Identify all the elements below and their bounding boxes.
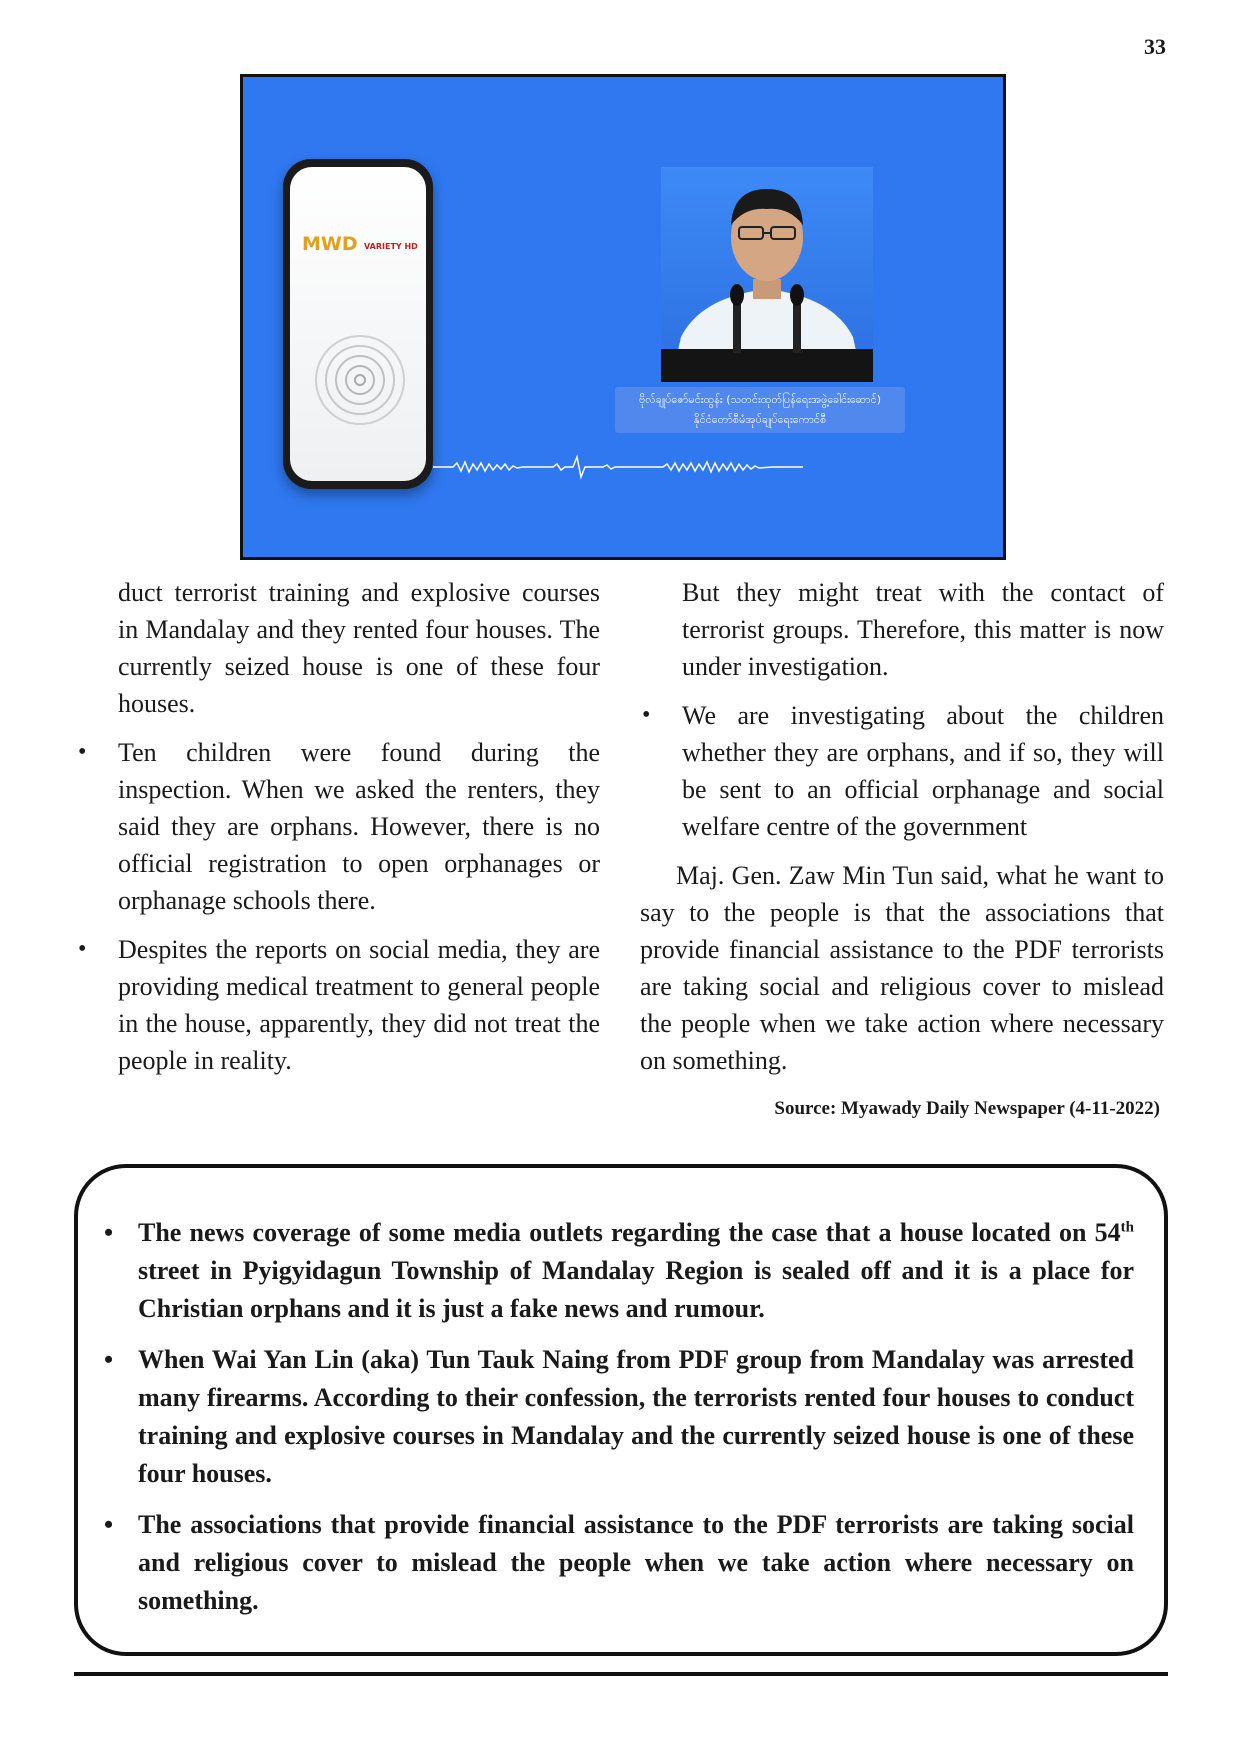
left-continued-paragraph: duct terrorist training and explosive courses in Mandalay and they rented four houses. The currently seized house is one of these four houses. bbox=[118, 578, 600, 718]
right-bullet-1: • We are investigating about the children whether they are orphans, and if so, they will be sent to an official orphanage and social welfare centre of the government bbox=[640, 697, 1164, 845]
summary-list bbox=[138, 1214, 1134, 1633]
bottom-rule bbox=[74, 1672, 1168, 1676]
right-column bbox=[640, 574, 1164, 1079]
summary-item-1-text-a: The news coverage of some media outlets regarding the case that a house located on 54 bbox=[138, 1218, 1121, 1247]
summary-item-1 bbox=[138, 1214, 1134, 1328]
phone-screen bbox=[290, 167, 426, 481]
left-bullet-1: • Ten children were found during the inspection. When we asked the renters, they said they are orphans. However, there is no official registration to open orphanages or orphanage schools there. bbox=[76, 734, 600, 919]
right-continued-paragraph: But they might treat with the contact of terrorist groups. Therefore, this matter is now under investigation. bbox=[682, 578, 1164, 681]
source-citation: Source: Myawady Daily Newspaper (4-11-2022) bbox=[774, 1098, 1160, 1119]
svg-text:MWD: MWD bbox=[302, 233, 358, 254]
summary-item-2: • When Wai Yan Lin (aka) Tun Tauk Naing from PDF group from Mandalay was arrested many firearms. According to their confession, the terrorists rented four houses to conduct training and explosive courses in Mandalay and the currently seized house is one of these four houses. bbox=[138, 1341, 1134, 1493]
summary-item-3: • The associations that provide financial assistance to the PDF terrorists are taking social and religious cover to mislead the people when we take action where necessary on something. bbox=[138, 1506, 1134, 1620]
phone-graphic bbox=[283, 159, 433, 489]
speaker-figure bbox=[661, 167, 873, 382]
mwd-logo bbox=[302, 232, 430, 254]
summary-item-1-text-b: street in Pyigyidagun Township of Mandalay Region is sealed off and it is a place for Christian orphans and it is just a fake news and rumour. bbox=[138, 1256, 1134, 1323]
news-video-still bbox=[240, 74, 1006, 560]
audio-ripple-icon bbox=[312, 332, 408, 428]
caption-line-2: နိုင်ငံတော်စီမံအုပ်ချုပ်ရေးကောင်စီ bbox=[693, 413, 827, 426]
page-number: 33 bbox=[1144, 34, 1166, 59]
left-bullet-2: • Despites the reports on social media, they are providing medical treatment to general people in the house, apparently, they did not treat the people in reality. bbox=[76, 931, 600, 1079]
svg-text:VARIETY HD: VARIETY HD bbox=[364, 242, 418, 251]
summary-box bbox=[74, 1164, 1168, 1656]
audio-waveform bbox=[433, 452, 803, 482]
speaker-photo bbox=[661, 167, 873, 382]
right-paragraph-2: Maj. Gen. Zaw Min Tun said, what he want to say to the people is that the associations that provide financial assistance to the PDF terrorists are taking social and religious cover to mislead the people when we take action where necessary on something. bbox=[640, 861, 1164, 1075]
summary-item-1-sup: th bbox=[1120, 1219, 1134, 1236]
speaker-caption bbox=[615, 387, 905, 433]
left-column bbox=[76, 574, 600, 1079]
caption-line-1: ဗိုလ်ချုပ်ဇော်မင်းထွန်း (သတင်းထုတ်ပြန်ရေးအဖွဲ့ခေါင်းဆောင်) bbox=[639, 393, 881, 406]
